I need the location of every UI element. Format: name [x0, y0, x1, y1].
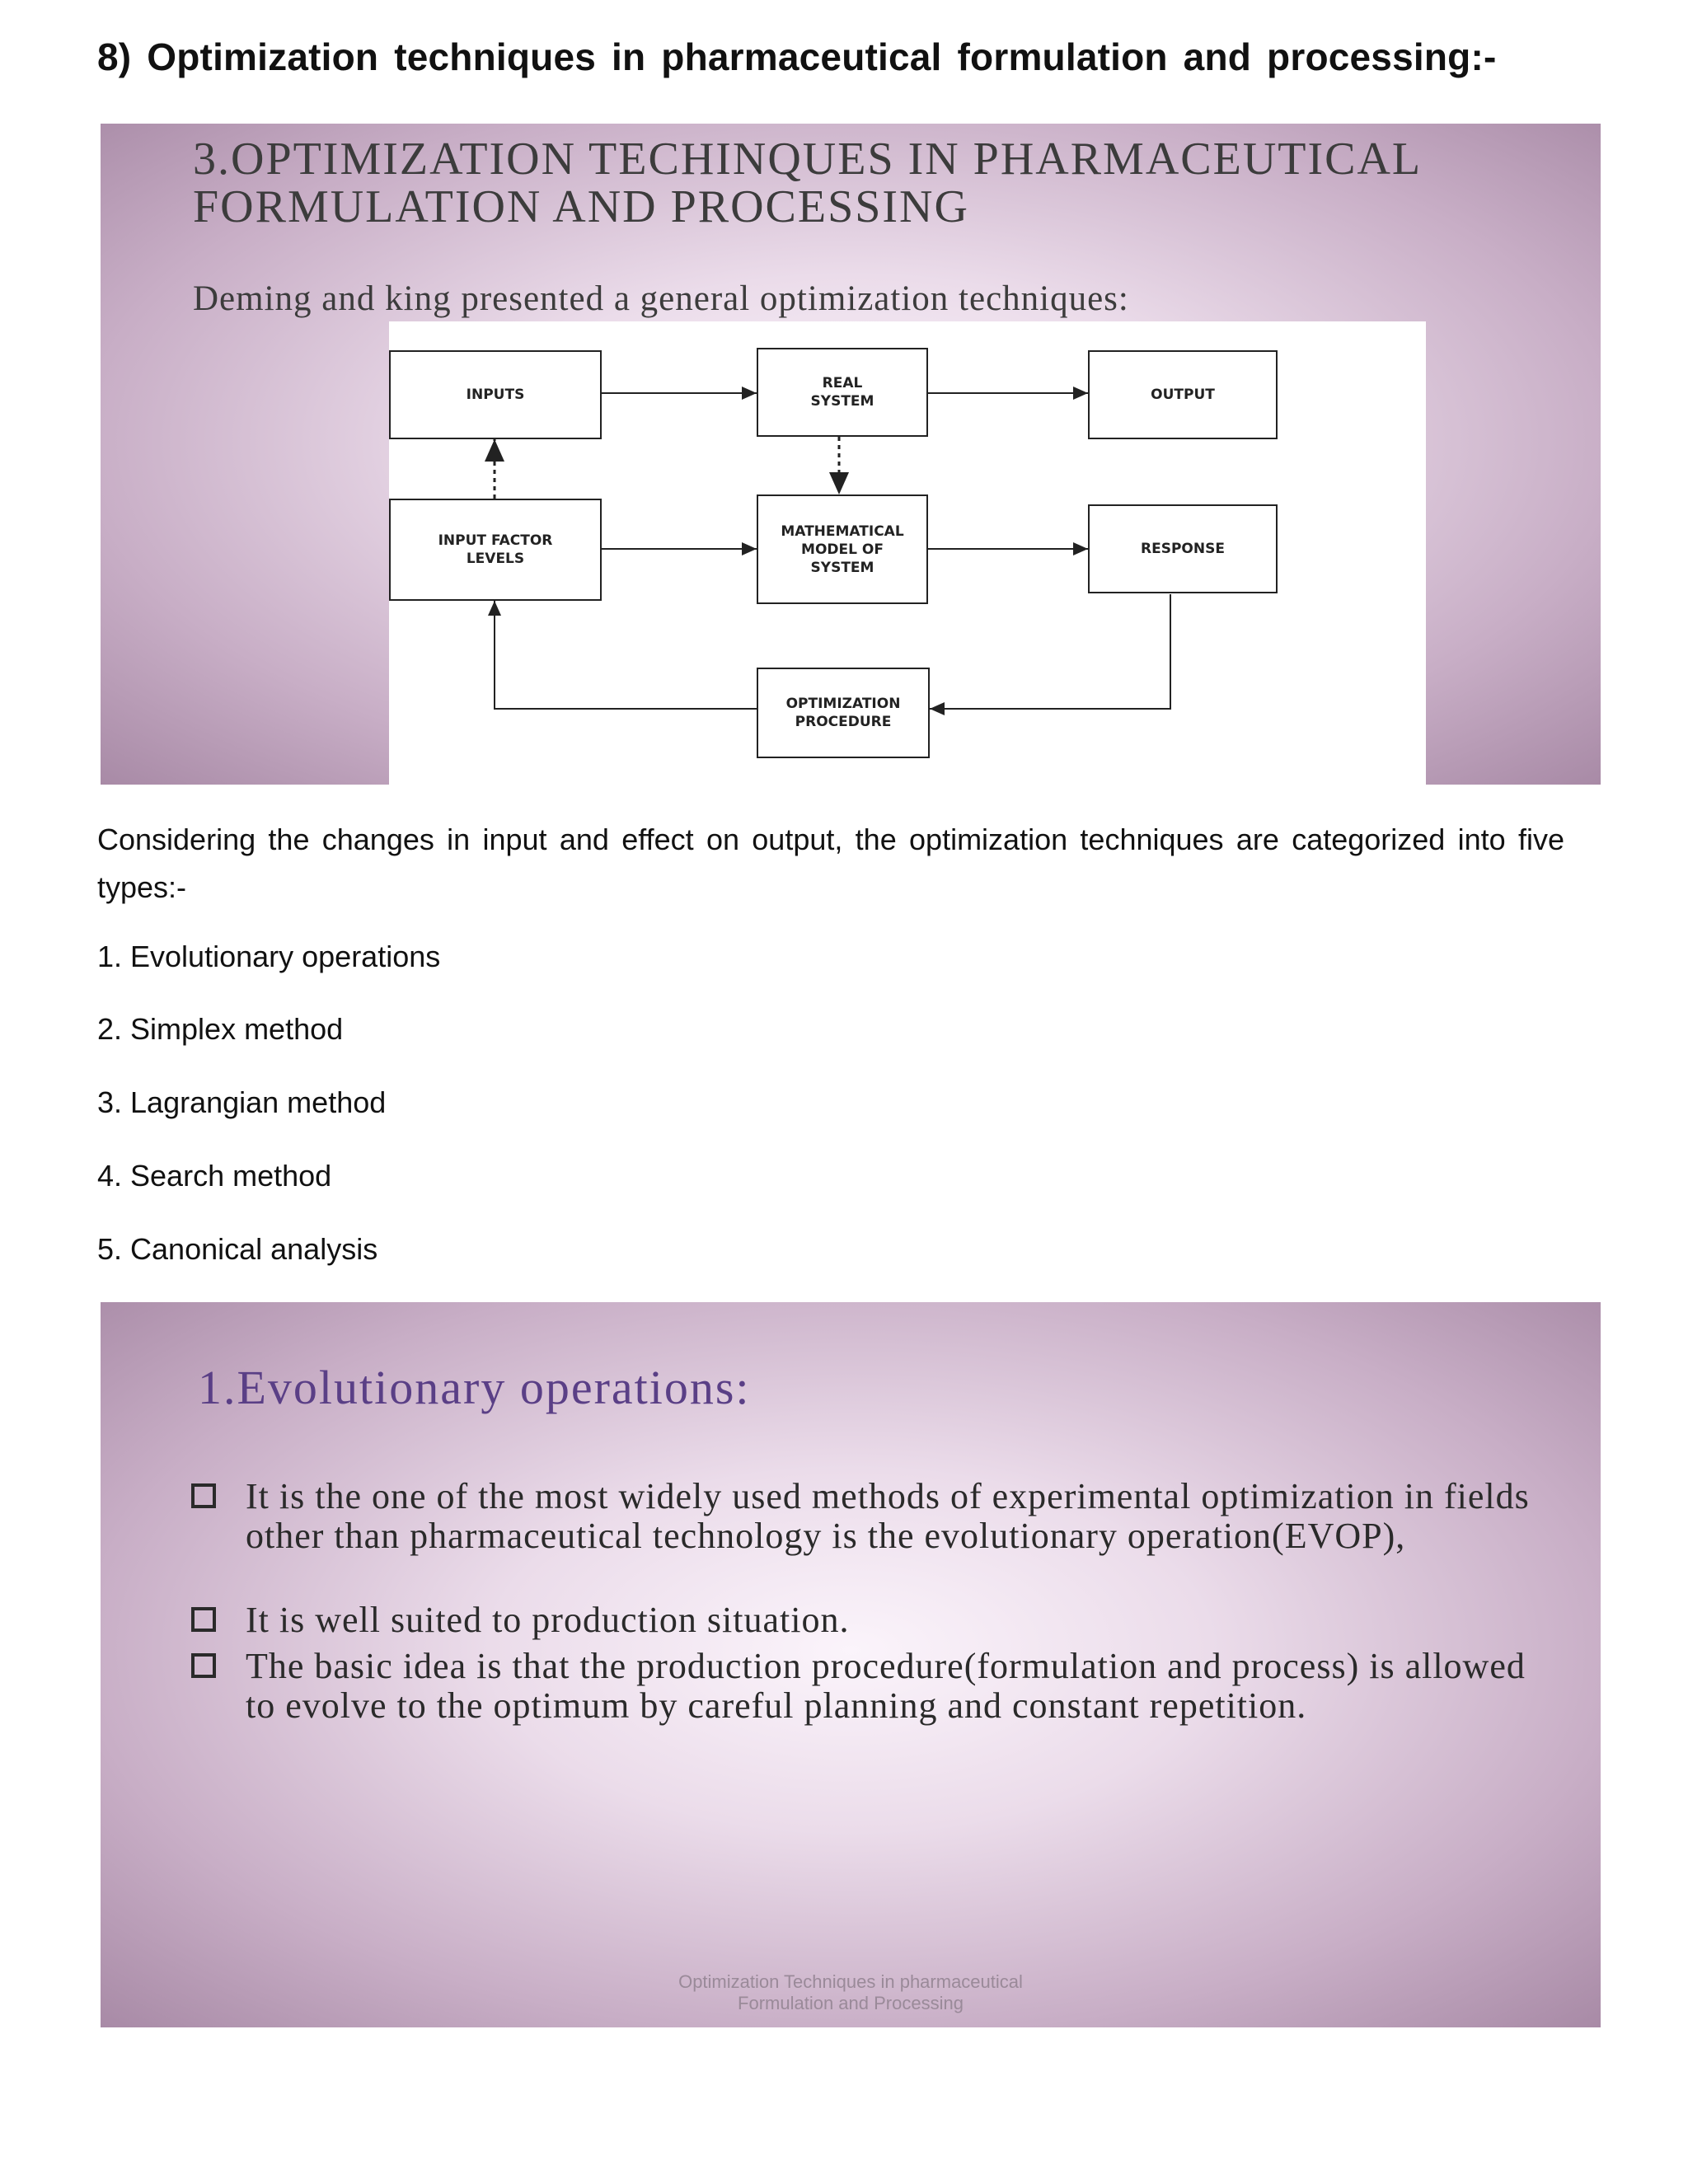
- bullet-item: [191, 1601, 1543, 1640]
- arrow-response-to-optimization: [930, 594, 1170, 709]
- list-item: 1. Evolutionary operations: [97, 940, 441, 973]
- bullet-text: It is well suited to production situation.: [246, 1600, 850, 1640]
- slide-footer: Optimization Techniques in pharmaceutical Formulation and Processing: [678, 1971, 1023, 2013]
- list-item: 5. Canonical analysis: [97, 1232, 378, 1266]
- checkbox-bullet-icon: [191, 1607, 216, 1632]
- slide-evolutionary-operations: [101, 1302, 1601, 2027]
- intro-paragraph: Considering the changes in input and effect on output, the optimization techniques are categorized into five types:-: [97, 823, 1564, 904]
- output-box: OUTPUT: [1088, 350, 1278, 439]
- arrow-optimization-to-levels: [495, 601, 757, 709]
- slide-title: 1.Evolutionary operations:: [198, 1361, 751, 1414]
- checkbox-bullet-icon: [191, 1653, 216, 1678]
- bullet-text: It is the one of the most widely used methods of experimental optimization in fields other than pharmaceutical technology is the evolutionary operation(EVOP),: [246, 1476, 1530, 1556]
- optimization-flow-diagram: [389, 321, 1426, 785]
- input-factor-levels-box: INPUT FACTOR LEVELS: [389, 499, 602, 601]
- list-item: 3. Lagrangian method: [97, 1085, 387, 1119]
- slide-optimization-techniques: [101, 124, 1601, 785]
- list-item: 2. Simplex method: [97, 1012, 344, 1046]
- list-item: 4. Search method: [97, 1159, 332, 1193]
- page-heading: 8) Optimization techniques in pharmaceutical formulation and processing:-: [97, 35, 1497, 78]
- bullet-item: [191, 1477, 1543, 1556]
- response-box: RESPONSE: [1088, 504, 1278, 593]
- optimization-procedure-box: OPTIMIZATION PROCEDURE: [757, 668, 930, 758]
- mathematical-model-box: MATHEMATICAL MODEL OF SYSTEM: [757, 494, 928, 604]
- real-system-box: REAL SYSTEM: [757, 348, 928, 437]
- checkbox-bullet-icon: [191, 1483, 216, 1508]
- slide-subtitle: Deming and king presented a general optimization techniques:: [193, 279, 1129, 318]
- slide-title: 3.OPTIMIZATION TECHINQUES IN PHARMACEUTICAL FORMULATION AND PROCESSING: [193, 134, 1421, 232]
- bullet-text: The basic idea is that the production procedure(formulation and process) is allowed to evolve to the optimum by careful planning and constant repetition.: [246, 1646, 1526, 1726]
- inputs-box: INPUTS: [389, 350, 602, 439]
- bullet-item: [191, 1647, 1543, 1726]
